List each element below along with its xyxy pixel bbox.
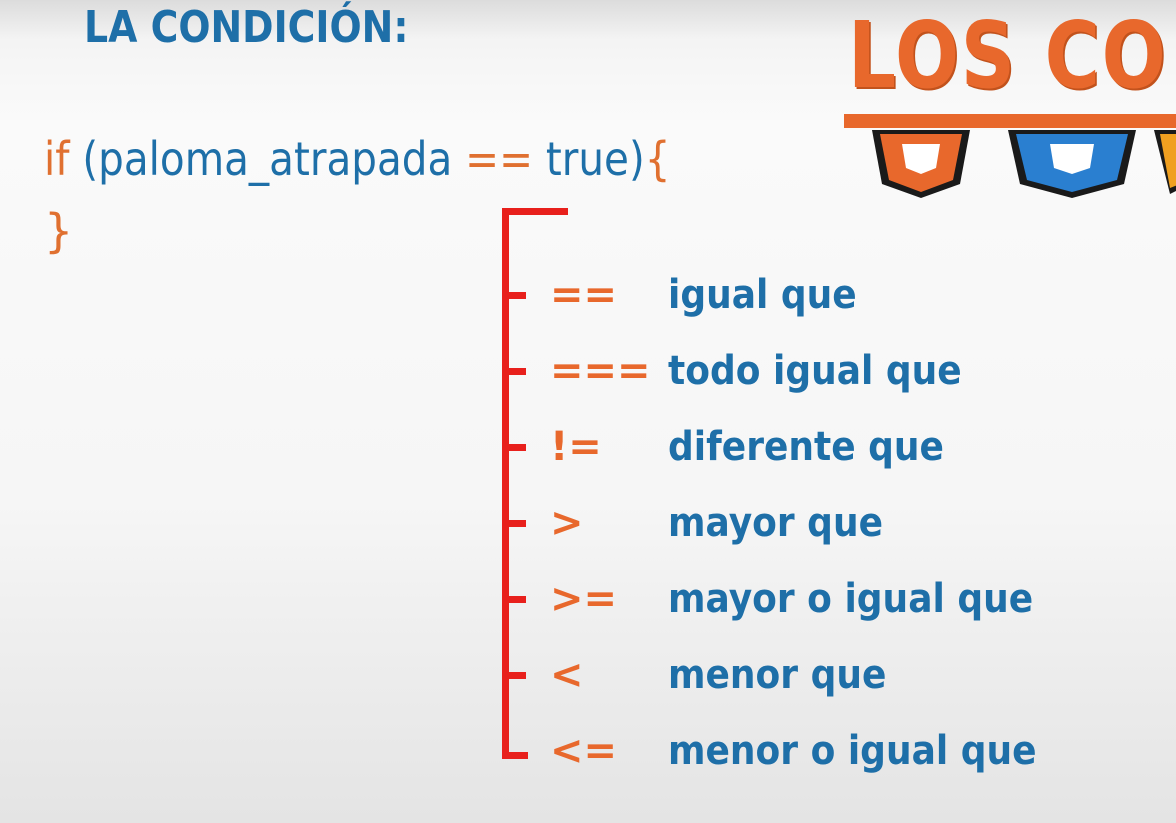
operator-description: igual que	[668, 272, 857, 318]
operator-symbol: <	[550, 652, 584, 698]
operator-description: menor que	[668, 652, 887, 698]
operator-description: todo igual que	[668, 348, 962, 394]
operator-symbol: >	[550, 500, 584, 546]
comparison-operator: ==	[465, 132, 534, 186]
operator-symbol: !=	[550, 424, 602, 470]
html-shield-icon	[872, 130, 970, 198]
operator-description: diferente que	[668, 424, 944, 470]
operator-symbol: ==	[550, 272, 618, 318]
operator-symbol: ===	[550, 348, 651, 394]
logo-shields	[840, 120, 1176, 210]
operator-symbol: >=	[550, 576, 618, 622]
operator-description: mayor o igual que	[668, 576, 1034, 622]
logo-text: LOS CO	[848, 2, 1168, 109]
close-paren: )	[628, 132, 645, 186]
close-brace: }	[44, 204, 74, 258]
operator-description: menor o igual que	[668, 728, 1037, 774]
open-brace: {	[644, 132, 671, 186]
boolean-value: true	[545, 132, 629, 186]
js-shield-icon	[1154, 130, 1176, 194]
if-statement	[44, 132, 671, 186]
operator-description: mayor que	[668, 500, 884, 546]
slide-heading: LA CONDICIÓN:	[84, 2, 409, 53]
open-paren: (	[82, 132, 99, 186]
logo	[840, 0, 1176, 210]
if-keyword: if	[44, 132, 70, 186]
operator-symbol: <=	[550, 728, 618, 774]
variable-name: paloma_atrapada	[98, 132, 453, 186]
css-shield-icon	[1008, 130, 1136, 198]
